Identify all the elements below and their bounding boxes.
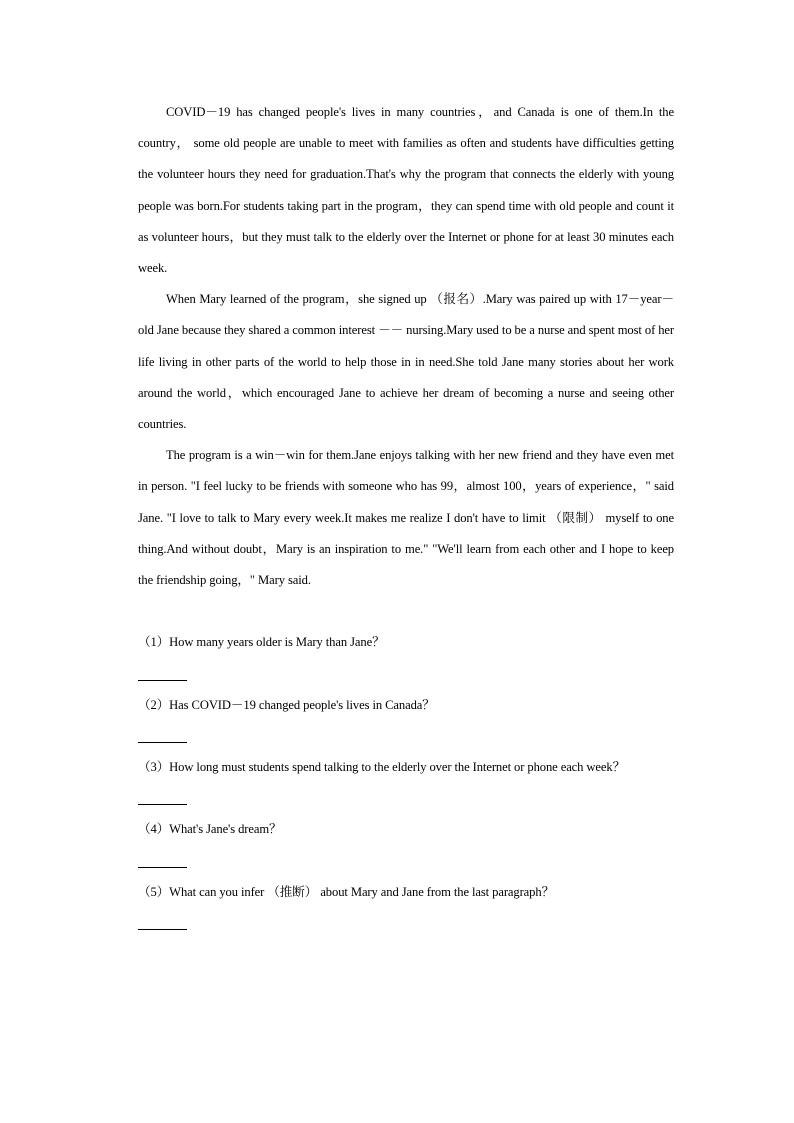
worksheet-page: [138, 97, 674, 939]
answer-blank-1[interactable]: [138, 658, 187, 689]
passage-paragraph-1: COVID－19 has changed people's lives in many countries，and Canada is one of them.In the country， some old people are unable to meet with families as often and students have difficulties getting the volunteer hours they need for graduation.That's why the program that connects the elderly with young people was born.For students taking part in the program，they can spend time with old people and count it as volunteer hours，but they must talk to the elderly over the Internet or phone for at least 30 minutes each week.: [138, 105, 674, 276]
answer-blank-3[interactable]: [138, 783, 187, 814]
question-1: （1）How many years older is Mary than Jane？: [138, 635, 385, 650]
reading-passage: [138, 97, 674, 596]
answer-blank-5[interactable]: [138, 908, 187, 939]
question-list: [138, 627, 674, 939]
question-2: （2）Has COVID－19 changed people's lives in Canada？: [138, 697, 435, 712]
answer-blank-4[interactable]: [138, 846, 187, 877]
answer-blank-2[interactable]: [138, 721, 187, 752]
question-3: （3）How long must students spend talking to the elderly over the Internet or phone each week？: [138, 760, 626, 775]
passage-paragraph-2: When Mary learned of the program，she signed up （报名）.Mary was paired up with 17－year－ old Jane because they shared a common interest －－ nursing.Mary used to be a nurse and spent most of her life living in other parts of the world to help those in in need.She told Jane many stories about her work around the world，which encouraged Jane to achieve her dream of becoming a nurse and seeing other countries.: [138, 292, 674, 432]
passage-paragraph-3: The program is a win－win for them.Jane enjoys talking with her new friend and they have even met in person. "I feel lucky to be friends with someone who has 99，almost 100，years of experience，" said Jane. "I love to talk to Mary every week.It makes me realize I don't have to limit （限制） myself to one thing.And without doubt，Mary is an inspiration to me." "We'll learn from each other and I hope to keep the friendship going，" Mary said.: [138, 448, 674, 588]
question-5: （5）What can you infer （推断） about Mary and Jane from the last paragraph？: [138, 884, 555, 899]
question-4: （4）What's Jane's dream？: [138, 822, 282, 837]
